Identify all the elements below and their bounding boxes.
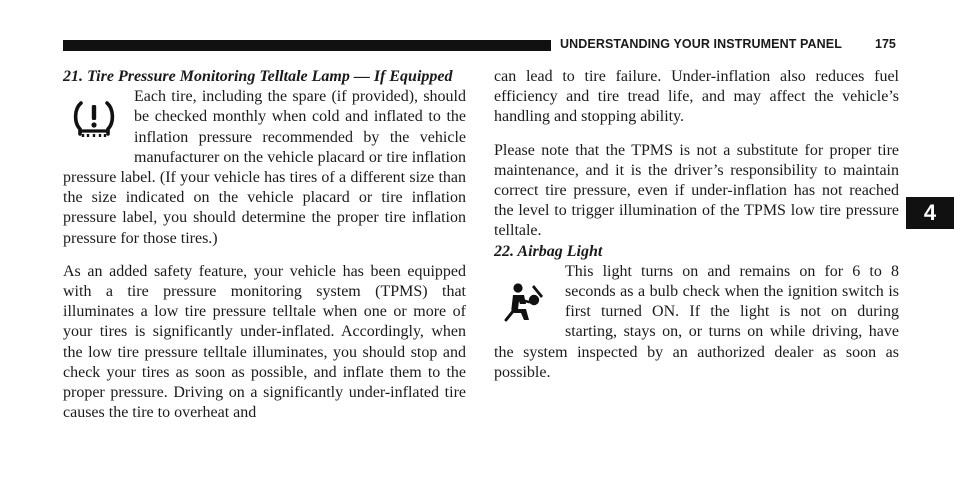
left-column bbox=[63, 67, 466, 423]
tpms-note-paragraph: Please note that the TPMS is not a substitute for proper tire maintenance, and it is the driver’s responsibility to maintain correct tire pressure, even if under-inflation has not reached the level to trigger illumination of the TPMS low tire pressure telltale. bbox=[494, 141, 899, 240]
running-header-title: UNDERSTANDING YOUR INSTRUMENT PANEL bbox=[560, 37, 842, 51]
airbag-paragraph: This light turns on and remains on for 6 to 8 seconds as a bulb check when the ignition switch is first turned ON. If the light is not on during starting, stays on, or turns on while driving, have the system inspected by an authorized dealer as soon as possible. bbox=[494, 262, 899, 381]
tpms-paragraph-1: Each tire, including the spare (if provided), should be checked monthly when cold and inflated to the inflation pressure recommended by the vehicle manufacturer on the vehicle placard or tire inflation pressure label. (If your vehicle has tires of a different size than the size indicated on the vehicle placard or tire inflation pressure label, you should determine the proper tire inflation pressure for those tires.) bbox=[63, 88, 466, 247]
tpms-paragraph-continued: can lead to tire failure. Under-inflation also reduces fuel efficiency and tire tread life, and may affect the vehicle’s handling and stopping ability. bbox=[494, 68, 899, 126]
right-column bbox=[494, 67, 899, 383]
header-rule bbox=[63, 40, 551, 51]
chapter-tab: 4 bbox=[906, 197, 954, 229]
section-heading-tpms: 21. Tire Pressure Monitoring Telltale Lamp — If Equipped bbox=[63, 68, 453, 85]
airbag-warning-icon bbox=[494, 272, 556, 332]
section-heading-airbag: 22. Airbag Light bbox=[494, 242, 603, 260]
tire-pressure-warning-icon bbox=[63, 89, 125, 149]
page-number: 175 bbox=[875, 37, 896, 51]
tpms-paragraph-2: As an added safety feature, your vehicle has been equipped with a tire pressure monitoring system (TPMS) that illuminates a low tire pressure telltale when one or more of your tires is significantly under-inflated. Accordingly, when the low tire pressure telltale illuminates, you should stop and check your tires as soon as possible, and inflate them to the proper pressure. Driving on a significantly under-inflated tire causes the tire to overheat and bbox=[63, 262, 466, 422]
